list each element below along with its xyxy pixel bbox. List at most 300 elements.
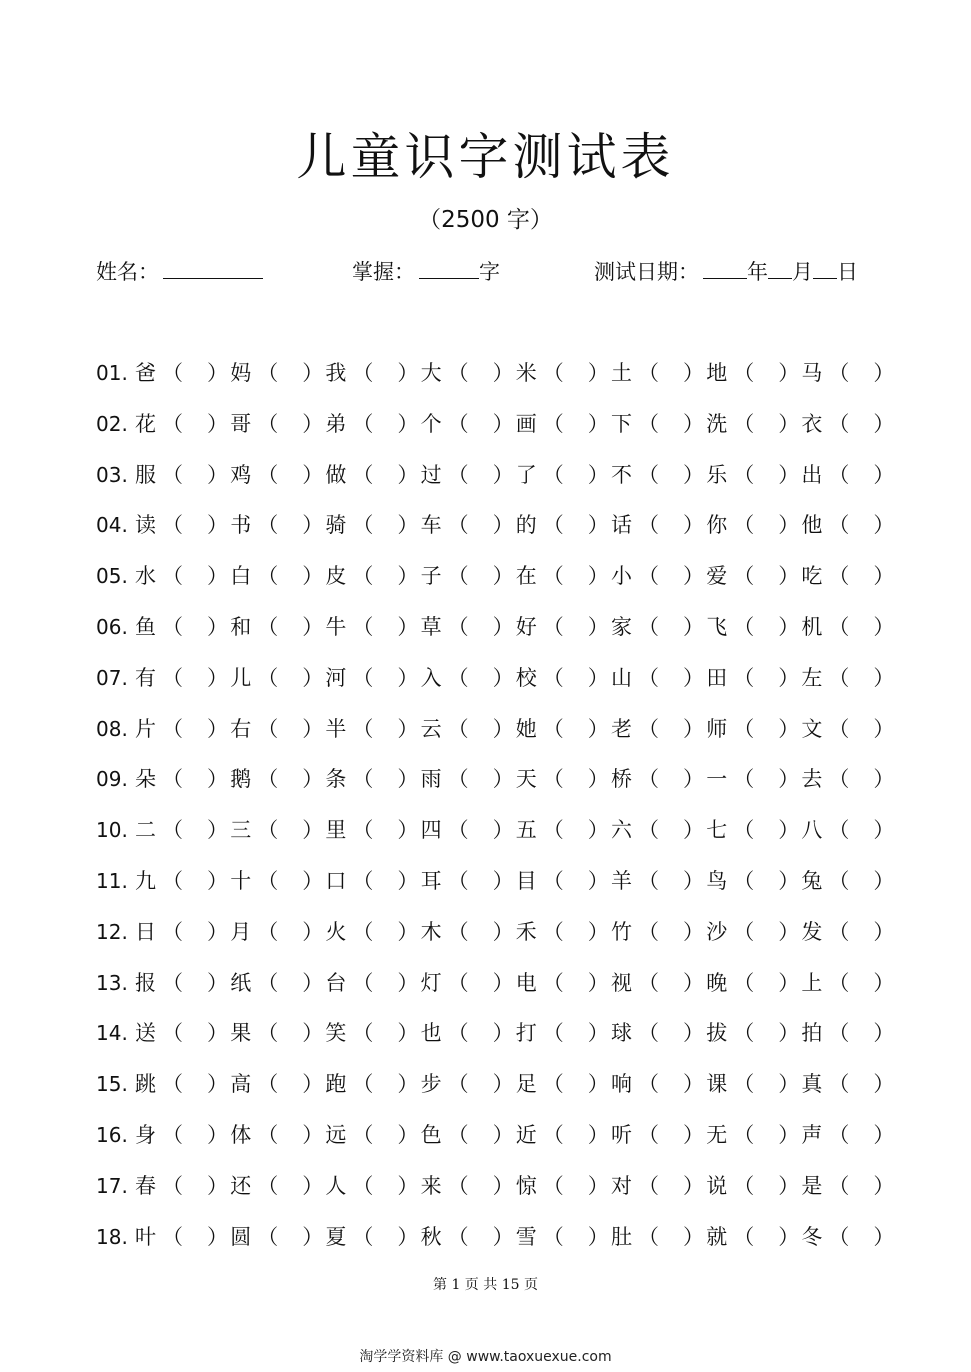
answer-paren-open[interactable]: （ — [257, 665, 279, 690]
answer-paren-open[interactable]: （ — [542, 818, 564, 843]
character: 羊 — [611, 869, 632, 893]
answer-paren-close: ） — [587, 970, 609, 995]
answer-paren-open[interactable]: （ — [352, 361, 374, 385]
character: 我 — [325, 361, 347, 385]
answer-paren-open[interactable]: （ — [162, 869, 183, 893]
answer-paren-open[interactable]: （ — [352, 615, 374, 639]
answer-paren-open[interactable]: （ — [542, 665, 564, 690]
character-cell — [135, 807, 230, 853]
character: 个 — [420, 411, 442, 436]
character: 月 — [230, 919, 252, 944]
character: 书 — [230, 513, 252, 538]
character: 近 — [515, 1123, 537, 1147]
answer-paren-open[interactable]: （ — [542, 716, 564, 741]
character: 花 — [135, 411, 156, 436]
answer-paren-close: ） — [397, 361, 419, 385]
character-cell — [516, 807, 611, 853]
character-cell — [230, 1061, 325, 1107]
answer-paren-open[interactable]: （ — [352, 462, 374, 487]
answer-paren-open[interactable]: （ — [828, 869, 850, 893]
answer-paren-open[interactable]: （ — [828, 1021, 850, 1046]
answer-paren-close: ） — [873, 564, 895, 589]
character: 拔 — [706, 1021, 728, 1046]
character-cell — [135, 1112, 230, 1158]
answer-paren-open[interactable]: （ — [542, 1021, 564, 1046]
character-cell — [516, 909, 611, 955]
answer-paren-open[interactable]: （ — [162, 818, 183, 843]
character-cell — [611, 1061, 706, 1107]
character-cell — [421, 655, 516, 701]
character: 课 — [706, 1072, 728, 1097]
character: 打 — [515, 1021, 537, 1046]
answer-paren-open[interactable]: （ — [447, 462, 469, 487]
answer-paren-close: ） — [397, 615, 419, 639]
answer-paren-open[interactable]: （ — [352, 1173, 374, 1198]
year-label: 年 — [747, 260, 768, 284]
answer-paren-open[interactable]: （ — [257, 1224, 279, 1249]
mastered-blank[interactable] — [419, 254, 479, 279]
answer-paren-close: ） — [302, 1123, 324, 1147]
answer-paren-open[interactable]: （ — [638, 1072, 659, 1097]
character-cell — [801, 706, 896, 752]
answer-paren-open[interactable]: （ — [733, 1021, 755, 1046]
answer-paren-close: ） — [873, 919, 895, 944]
answer-paren-open[interactable]: （ — [733, 411, 755, 436]
character-cell — [135, 502, 230, 548]
character-cell — [230, 502, 325, 548]
answer-paren-close: ） — [302, 564, 324, 589]
answer-paren-open[interactable]: （ — [257, 361, 279, 385]
answer-paren-open[interactable]: （ — [542, 970, 564, 995]
character: 读 — [135, 513, 156, 538]
answer-paren-open[interactable]: （ — [733, 1173, 755, 1198]
answer-paren-open[interactable]: （ — [542, 1224, 564, 1249]
answer-paren-close: ） — [207, 462, 228, 487]
character: 车 — [420, 513, 442, 538]
answer-paren-close: ） — [873, 1021, 895, 1046]
answer-paren-open[interactable]: （ — [162, 1123, 183, 1147]
character-cell — [135, 350, 230, 396]
answer-paren-open[interactable]: （ — [162, 615, 183, 639]
answer-paren-open[interactable]: （ — [638, 818, 659, 843]
answer-paren-open[interactable]: （ — [638, 665, 659, 690]
answer-paren-close: ） — [778, 411, 800, 436]
character-cell — [135, 1061, 230, 1107]
answer-paren-open[interactable]: （ — [447, 665, 469, 690]
answer-paren-close: ） — [207, 513, 228, 538]
answer-paren-open[interactable]: （ — [447, 564, 469, 589]
answer-paren-open[interactable]: （ — [162, 919, 183, 944]
answer-paren-open[interactable]: （ — [162, 361, 183, 385]
answer-paren-open[interactable]: （ — [638, 1173, 659, 1198]
month-label: 月 — [792, 260, 813, 284]
character: 夏 — [325, 1224, 347, 1249]
month-blank[interactable] — [768, 254, 792, 279]
answer-paren-open[interactable]: （ — [352, 513, 374, 538]
answer-paren-open[interactable]: （ — [828, 1173, 850, 1198]
answer-paren-open[interactable]: （ — [447, 1224, 469, 1249]
answer-paren-open[interactable]: （ — [352, 411, 374, 436]
answer-paren-open[interactable]: （ — [733, 869, 755, 893]
character-cell — [516, 1010, 611, 1056]
answer-paren-close: ） — [778, 1123, 800, 1147]
answer-paren-close: ） — [873, 818, 895, 843]
answer-paren-open[interactable]: （ — [162, 1021, 183, 1046]
answer-paren-close: ） — [778, 462, 800, 487]
row-number: 11. — [96, 869, 128, 893]
answer-paren-close: ） — [873, 1072, 895, 1097]
answer-paren-close: ） — [587, 665, 609, 690]
answer-paren-open[interactable]: （ — [447, 411, 469, 436]
answer-paren-open[interactable]: （ — [638, 970, 659, 995]
character-cell — [801, 1163, 896, 1209]
watermark: 淘学学资料库 @ www.taoxuexue.com — [359, 1349, 612, 1365]
answer-paren-open[interactable]: （ — [352, 665, 374, 690]
answer-paren-open[interactable]: （ — [638, 1123, 659, 1147]
test-row — [0, 1061, 971, 1107]
answer-paren-close: ） — [302, 361, 324, 385]
character: 小 — [611, 564, 632, 589]
answer-paren-close: ） — [587, 462, 609, 487]
answer-paren-open[interactable]: （ — [162, 564, 183, 589]
answer-paren-close: ） — [683, 615, 704, 639]
answer-paren-open[interactable]: （ — [352, 767, 374, 792]
answer-paren-open[interactable]: （ — [257, 462, 279, 487]
row-number: 09. — [96, 767, 128, 792]
answer-paren-open[interactable]: （ — [828, 615, 850, 639]
answer-paren-open[interactable]: （ — [542, 767, 564, 792]
answer-paren-open[interactable]: （ — [447, 1123, 469, 1147]
answer-paren-open[interactable]: （ — [447, 1173, 469, 1198]
answer-paren-close: ） — [207, 1021, 228, 1046]
answer-paren-open[interactable]: （ — [733, 665, 755, 690]
answer-paren-open[interactable]: （ — [257, 564, 279, 589]
day-blank[interactable] — [813, 254, 837, 279]
character-cell — [516, 401, 611, 447]
character-cell — [135, 452, 230, 498]
character-cell — [135, 1163, 230, 1209]
answer-paren-open[interactable]: （ — [447, 716, 469, 741]
answer-paren-open[interactable]: （ — [828, 919, 850, 944]
answer-paren-close: ） — [778, 564, 800, 589]
answer-paren-open[interactable]: （ — [447, 1072, 469, 1097]
answer-paren-close: ） — [587, 615, 609, 639]
answer-paren-open[interactable]: （ — [828, 716, 850, 741]
answer-paren-open[interactable]: （ — [352, 1123, 374, 1147]
character-cell — [325, 350, 420, 396]
character-cell — [421, 604, 516, 650]
answer-paren-open[interactable]: （ — [638, 564, 659, 589]
answer-paren-open[interactable]: （ — [638, 513, 659, 538]
character: 沙 — [706, 919, 728, 944]
answer-paren-open[interactable]: （ — [733, 919, 755, 944]
character-cell — [325, 553, 420, 599]
character: 跑 — [325, 1072, 347, 1097]
answer-paren-open[interactable]: （ — [638, 1021, 659, 1046]
answer-paren-open[interactable]: （ — [828, 462, 850, 487]
mastered-label: 掌握： — [352, 260, 415, 284]
answer-paren-close: ） — [397, 716, 419, 741]
answer-paren-open[interactable]: （ — [447, 970, 469, 995]
answer-paren-close: ） — [207, 665, 228, 690]
character: 台 — [325, 970, 347, 995]
answer-paren-open[interactable]: （ — [828, 818, 850, 843]
year-blank[interactable] — [703, 254, 747, 279]
answer-paren-open[interactable]: （ — [352, 564, 374, 589]
answer-paren-open[interactable]: （ — [828, 513, 850, 538]
answer-paren-open[interactable]: （ — [638, 716, 659, 741]
character-cell — [706, 655, 801, 701]
row-number: 10. — [96, 818, 128, 843]
answer-paren-open[interactable]: （ — [257, 1123, 279, 1147]
answer-paren-open[interactable]: （ — [828, 970, 850, 995]
character: 了 — [515, 462, 537, 487]
answer-paren-open[interactable]: （ — [542, 462, 564, 487]
character-cell — [421, 1010, 516, 1056]
answer-paren-open[interactable]: （ — [638, 767, 659, 792]
answer-paren-open[interactable]: （ — [352, 1072, 374, 1097]
character-cell — [801, 350, 896, 396]
test-row — [0, 452, 971, 498]
answer-paren-open[interactable]: （ — [733, 513, 755, 538]
answer-paren-open[interactable]: （ — [257, 919, 279, 944]
answer-paren-close: ） — [492, 411, 514, 436]
answer-paren-open[interactable]: （ — [352, 716, 374, 741]
answer-paren-open[interactable]: （ — [542, 1072, 564, 1097]
answer-paren-open[interactable]: （ — [638, 869, 659, 893]
answer-paren-open[interactable]: （ — [162, 970, 183, 995]
answer-paren-open[interactable]: （ — [352, 869, 374, 893]
answer-paren-close: ） — [302, 818, 324, 843]
answer-paren-close: ） — [397, 919, 419, 944]
character: 鸡 — [230, 462, 252, 487]
answer-paren-open[interactable]: （ — [542, 513, 564, 538]
answer-paren-close: ） — [397, 869, 419, 893]
answer-paren-close: ） — [587, 919, 609, 944]
answer-paren-open[interactable]: （ — [352, 818, 374, 843]
answer-paren-open[interactable]: （ — [733, 564, 755, 589]
answer-paren-open[interactable]: （ — [352, 1224, 374, 1249]
character: 老 — [611, 716, 632, 741]
answer-paren-close: ） — [207, 361, 228, 385]
answer-paren-open[interactable]: （ — [638, 919, 659, 944]
character: 视 — [611, 970, 632, 995]
character: 一 — [706, 767, 728, 792]
character: 条 — [325, 767, 347, 792]
answer-paren-open[interactable]: （ — [828, 665, 850, 690]
answer-paren-open[interactable]: （ — [733, 1123, 755, 1147]
character: 竹 — [611, 919, 632, 944]
character: 也 — [420, 1021, 442, 1046]
answer-paren-open[interactable]: （ — [352, 919, 374, 944]
answer-paren-open[interactable]: （ — [257, 716, 279, 741]
answer-paren-open[interactable]: （ — [162, 411, 183, 436]
character-cell — [611, 604, 706, 650]
answer-paren-open[interactable]: （ — [447, 361, 469, 385]
answer-paren-close: ） — [492, 665, 514, 690]
answer-paren-open[interactable]: （ — [733, 361, 755, 385]
answer-paren-open[interactable]: （ — [257, 767, 279, 792]
answer-paren-open[interactable]: （ — [542, 564, 564, 589]
character: 四 — [420, 818, 442, 843]
answer-paren-close: ） — [492, 1072, 514, 1097]
answer-paren-open[interactable]: （ — [733, 1072, 755, 1097]
answer-paren-open[interactable]: （ — [257, 1021, 279, 1046]
character-cell — [801, 401, 896, 447]
answer-paren-open[interactable]: （ — [828, 1072, 850, 1097]
character-cell — [325, 807, 420, 853]
character-cell — [230, 655, 325, 701]
answer-paren-open[interactable]: （ — [162, 513, 183, 538]
character: 兔 — [801, 869, 823, 893]
answer-paren-open[interactable]: （ — [257, 1173, 279, 1198]
character: 来 — [420, 1173, 442, 1198]
character-cell — [516, 1061, 611, 1107]
character-cell — [230, 604, 325, 650]
answer-paren-open[interactable]: （ — [257, 970, 279, 995]
answer-paren-open[interactable]: （ — [638, 462, 659, 487]
answer-paren-close: ） — [778, 513, 800, 538]
character: 校 — [515, 665, 537, 690]
answer-paren-open[interactable]: （ — [542, 919, 564, 944]
character-cell — [611, 858, 706, 904]
answer-paren-open[interactable]: （ — [257, 513, 279, 538]
answer-paren-close: ） — [778, 1072, 800, 1097]
answer-paren-open[interactable]: （ — [542, 361, 564, 385]
character: 出 — [801, 462, 823, 487]
answer-paren-open[interactable]: （ — [257, 615, 279, 639]
row-number: 14. — [96, 1021, 128, 1046]
answer-paren-open[interactable]: （ — [733, 767, 755, 792]
answer-paren-open[interactable]: （ — [542, 615, 564, 639]
answer-paren-open[interactable]: （ — [542, 1173, 564, 1198]
answer-paren-open[interactable]: （ — [162, 1224, 183, 1249]
character: 禾 — [515, 919, 537, 944]
answer-paren-open[interactable]: （ — [162, 767, 183, 792]
answer-paren-open[interactable]: （ — [638, 411, 659, 436]
answer-paren-open[interactable]: （ — [447, 919, 469, 944]
answer-paren-open[interactable]: （ — [638, 615, 659, 639]
character: 叶 — [135, 1224, 156, 1249]
answer-paren-open[interactable]: （ — [733, 716, 755, 741]
row-number: 17. — [96, 1173, 128, 1198]
answer-paren-close: ） — [302, 1224, 324, 1249]
answer-paren-open[interactable]: （ — [542, 1123, 564, 1147]
answer-paren-open[interactable]: （ — [447, 615, 469, 639]
test-row — [0, 1112, 971, 1158]
answer-paren-open[interactable]: （ — [162, 1173, 183, 1198]
mastered-field — [352, 254, 500, 288]
name-blank[interactable] — [163, 254, 263, 279]
test-row — [0, 655, 971, 701]
answer-paren-open[interactable]: （ — [352, 1021, 374, 1046]
answer-paren-open[interactable]: （ — [733, 818, 755, 843]
answer-paren-open[interactable]: （ — [257, 818, 279, 843]
character-cell — [421, 960, 516, 1006]
character: 右 — [230, 716, 252, 741]
answer-paren-close: ） — [397, 1072, 419, 1097]
answer-paren-open[interactable]: （ — [828, 1224, 850, 1249]
character: 就 — [706, 1224, 728, 1249]
answer-paren-open[interactable]: （ — [733, 970, 755, 995]
character: 二 — [135, 818, 156, 843]
answer-paren-open[interactable]: （ — [828, 411, 850, 436]
answer-paren-open[interactable]: （ — [447, 513, 469, 538]
answer-paren-close: ） — [207, 1072, 228, 1097]
character-cell — [135, 909, 230, 955]
character: 响 — [611, 1072, 632, 1097]
answer-paren-close: ） — [778, 869, 800, 893]
answer-paren-close: ） — [587, 818, 609, 843]
character-cell — [611, 452, 706, 498]
character-cell — [325, 1214, 420, 1260]
answer-paren-open[interactable]: （ — [828, 564, 850, 589]
character: 乐 — [706, 462, 728, 487]
row-number: 05. — [96, 564, 128, 589]
answer-paren-open[interactable]: （ — [257, 411, 279, 436]
answer-paren-open[interactable]: （ — [257, 869, 279, 893]
answer-paren-close: ） — [873, 767, 895, 792]
row-number: 12. — [96, 919, 128, 944]
answer-paren-open[interactable]: （ — [638, 361, 659, 385]
character: 色 — [420, 1123, 442, 1147]
name-field — [96, 254, 263, 288]
answer-paren-open[interactable]: （ — [542, 869, 564, 893]
character: 她 — [515, 716, 537, 741]
answer-paren-close: ） — [302, 665, 324, 690]
answer-paren-open[interactable]: （ — [542, 411, 564, 436]
answer-paren-open[interactable]: （ — [257, 1072, 279, 1097]
answer-paren-open[interactable]: （ — [162, 716, 183, 741]
character-cell — [801, 858, 896, 904]
answer-paren-open[interactable]: （ — [828, 767, 850, 792]
character: 半 — [325, 716, 347, 741]
answer-paren-open[interactable]: （ — [638, 1224, 659, 1249]
answer-paren-close: ） — [587, 1072, 609, 1097]
answer-paren-open[interactable]: （ — [352, 970, 374, 995]
answer-paren-open[interactable]: （ — [162, 665, 183, 690]
answer-paren-open[interactable]: （ — [733, 462, 755, 487]
character: 耳 — [420, 869, 442, 893]
answer-paren-close: ） — [778, 1224, 800, 1249]
test-row — [0, 1163, 971, 1209]
character: 入 — [420, 665, 442, 690]
answer-paren-open[interactable]: （ — [162, 1072, 183, 1097]
answer-paren-close: ） — [778, 716, 800, 741]
answer-paren-open[interactable]: （ — [828, 361, 850, 385]
row-number: 15. — [96, 1072, 128, 1097]
answer-paren-open[interactable]: （ — [828, 1123, 850, 1147]
answer-paren-open[interactable]: （ — [733, 615, 755, 639]
answer-paren-open[interactable]: （ — [733, 1224, 755, 1249]
answer-paren-open[interactable]: （ — [447, 767, 469, 792]
answer-paren-close: ） — [873, 970, 895, 995]
answer-paren-open[interactable]: （ — [162, 462, 183, 487]
answer-paren-open[interactable]: （ — [447, 818, 469, 843]
character: 九 — [135, 869, 156, 893]
character-cell — [230, 807, 325, 853]
answer-paren-open[interactable]: （ — [447, 1021, 469, 1046]
character-cell — [706, 1214, 801, 1260]
character: 圆 — [230, 1224, 252, 1249]
character-cell — [801, 1010, 896, 1056]
answer-paren-close: ） — [778, 767, 800, 792]
answer-paren-close: ） — [397, 513, 419, 538]
character: 电 — [515, 970, 537, 995]
answer-paren-open[interactable]: （ — [447, 869, 469, 893]
answer-paren-close: ） — [587, 1021, 609, 1046]
character-cell — [801, 452, 896, 498]
